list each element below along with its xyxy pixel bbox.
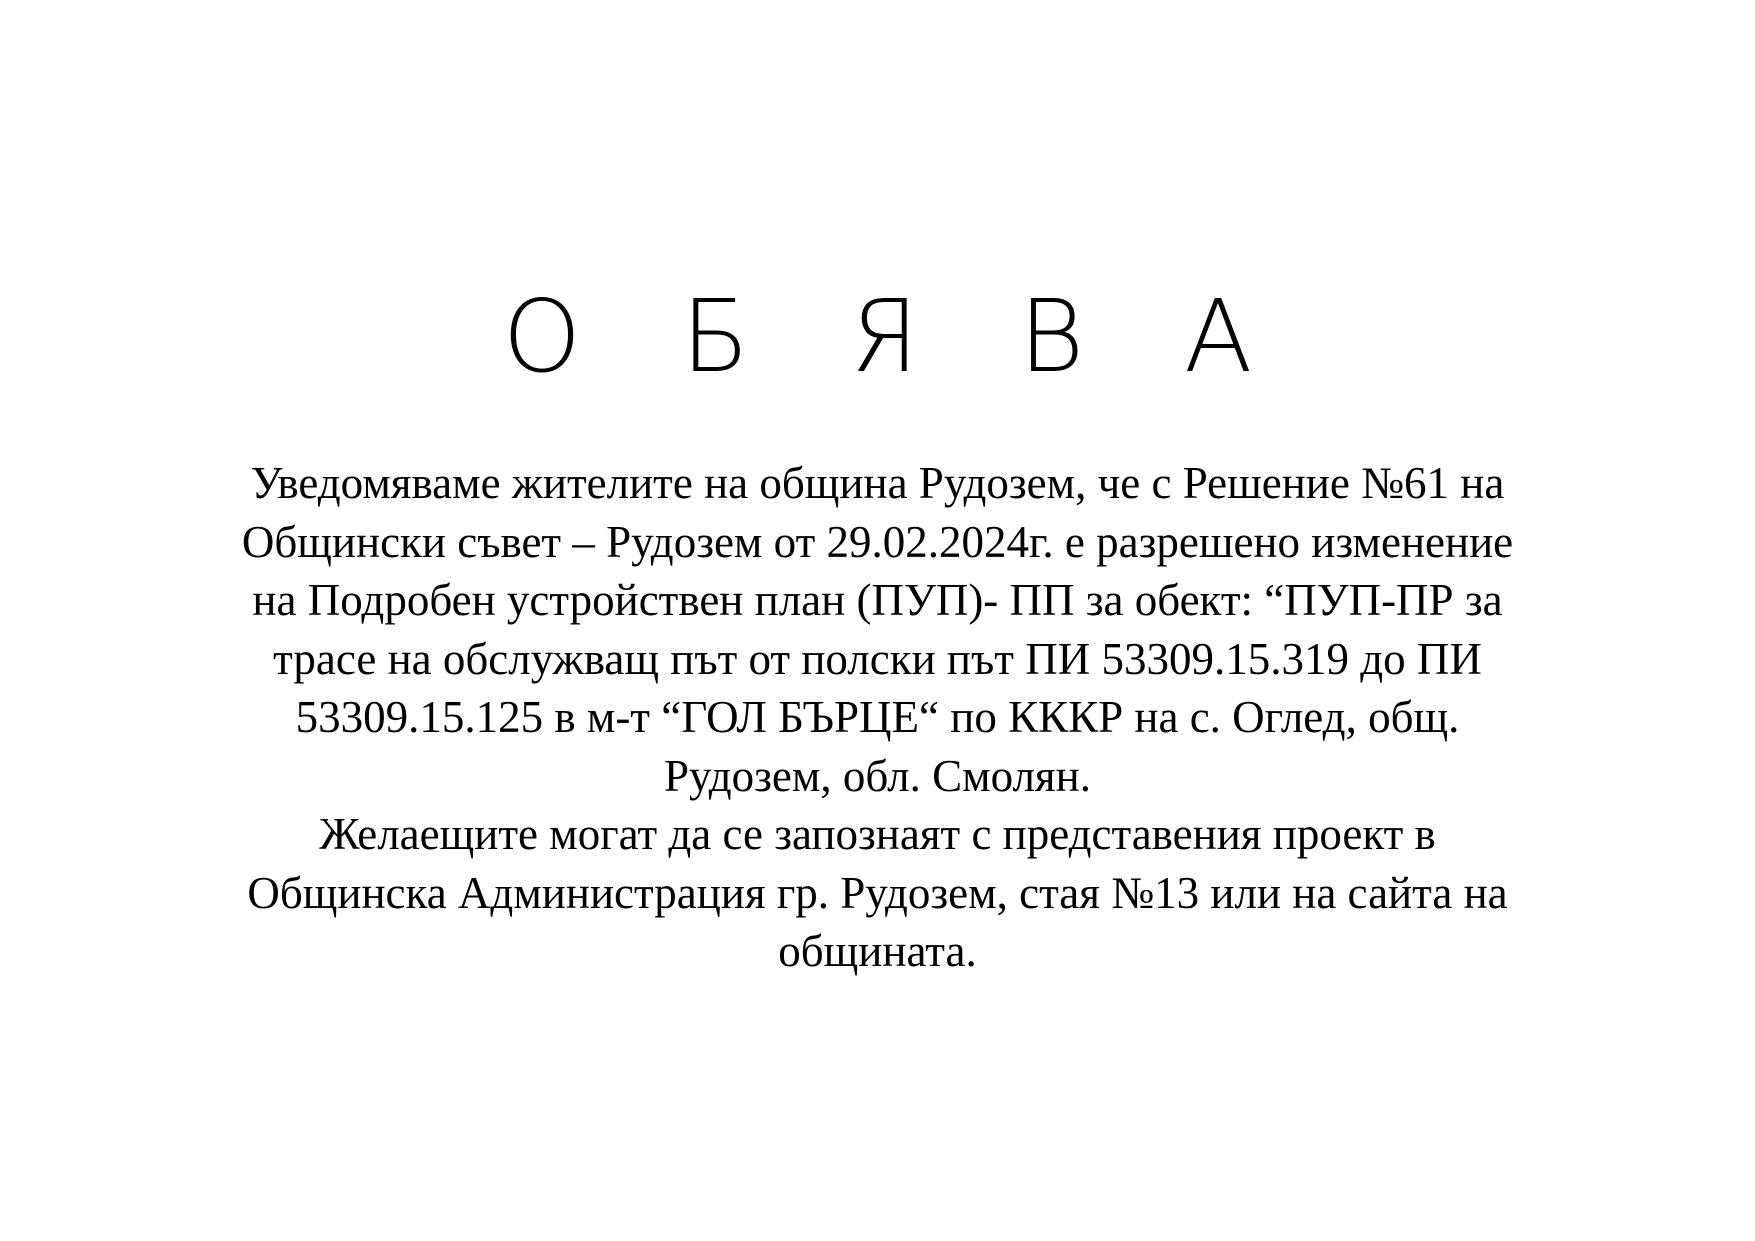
paragraph-line: общината. xyxy=(778,926,977,976)
notice-paragraph-2 xyxy=(150,805,1605,981)
paragraph-line: на Подробен устройствен план (ПУП)- ПП за обект: “ПУП-ПР за xyxy=(252,575,1503,625)
paragraph-line: Желаещите могат да се запознаят с представения проект в xyxy=(319,809,1436,859)
paragraph-line: 53309.15.125 в м-т “ГОЛ БЪРЦЕ“ по КККР на с. Оглед, общ. xyxy=(295,692,1460,742)
paragraph-line: Общински съвет – Рудозем от 29.02.2024г. е разрешено изменение xyxy=(241,516,1514,567)
paragraph-line: трасе на обслужващ път от полски път ПИ 53309.15.319 до ПИ xyxy=(273,633,1482,684)
notice-paragraph-1 xyxy=(150,454,1605,805)
paragraph-line: Уведомяваме жителите на община Рудозем, че с Решение №61 на xyxy=(250,458,1505,508)
paragraph-line: Общинска Администрация гр. Рудозем, стая №13 или на сайта на xyxy=(247,867,1508,918)
paragraph-line: Рудозем, обл. Смолян. xyxy=(664,750,1091,801)
notice-body xyxy=(150,454,1605,981)
notice-title: О Б Я В А xyxy=(502,278,1287,395)
